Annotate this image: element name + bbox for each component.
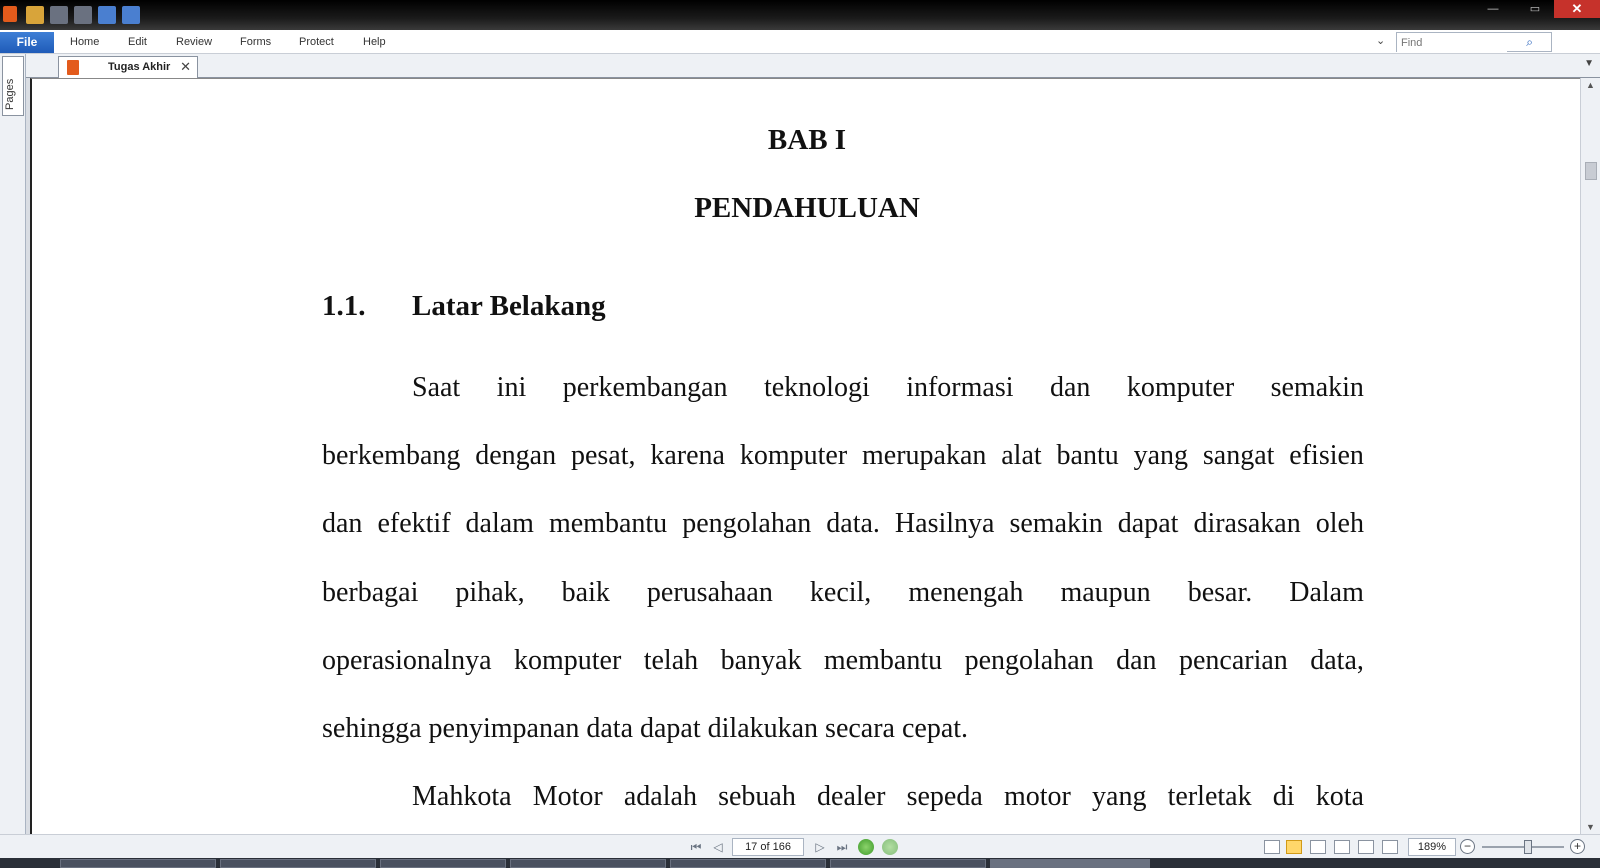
continuous-view-icon[interactable] xyxy=(1286,840,1302,854)
next-page-icon[interactable]: ▷ xyxy=(815,840,825,854)
section-title: Latar Belakang xyxy=(412,290,606,322)
zoom-slider-handle[interactable] xyxy=(1524,840,1532,854)
zoom-slider-track[interactable] xyxy=(1482,846,1564,848)
taskbar-item[interactable] xyxy=(220,859,376,868)
previous-page-icon[interactable]: ◁ xyxy=(713,840,723,854)
redo-icon[interactable] xyxy=(122,6,140,24)
document-tab-strip xyxy=(26,54,1600,78)
taskbar-item[interactable] xyxy=(830,859,986,868)
first-page-icon[interactable]: ⏮ xyxy=(690,840,702,854)
pdf-file-icon xyxy=(67,60,79,75)
paragraph-line: berkembang dengan pesat, karena komputer merupakan alat bantu yang sangat efisien xyxy=(322,440,1364,471)
paragraph-line: dan efektif dalam membantu pengolahan data. Hasilnya semakin dapat dirasakan oleh xyxy=(322,508,1364,539)
zoom-out-icon[interactable]: − xyxy=(1460,839,1475,854)
paragraph-line: Saat ini perkembangan teknologi informasi dan komputer semakin xyxy=(412,372,1364,403)
maximize-button[interactable]: ▭ xyxy=(1529,3,1541,15)
previous-view-icon[interactable] xyxy=(858,839,874,855)
ribbon-collapse-icon[interactable]: ⌄ xyxy=(1376,35,1386,47)
find-field[interactable] xyxy=(1396,32,1552,52)
status-bar xyxy=(0,834,1600,858)
fit-page-icon[interactable] xyxy=(1358,840,1374,854)
section-number: 1.1. xyxy=(322,290,366,322)
tab-list-dropdown-icon[interactable]: ▼ xyxy=(1584,58,1594,69)
menu-forms[interactable]: Forms xyxy=(240,36,272,48)
paragraph-line: operasionalnya komputer telah banyak membantu pengolahan dan pencarian data, xyxy=(322,645,1364,676)
taskbar-item[interactable] xyxy=(510,859,666,868)
save-icon[interactable] xyxy=(50,6,68,24)
menu-home[interactable]: Home xyxy=(70,36,100,48)
pages-label: Pages xyxy=(4,78,16,110)
menu-help[interactable]: Help xyxy=(363,36,386,48)
minimize-button[interactable]: — xyxy=(1487,3,1499,15)
tab-close-icon[interactable]: ✕ xyxy=(180,59,191,74)
fit-width-icon[interactable] xyxy=(1382,840,1398,854)
next-view-icon[interactable] xyxy=(882,839,898,855)
menu-file[interactable]: File xyxy=(0,32,54,53)
vertical-scrollbar[interactable] xyxy=(1580,78,1600,834)
paragraph-line: Mahkota Motor adalah sebuah dealer sepeda motor yang terletak di kota xyxy=(412,781,1364,812)
chapter-heading: BAB I xyxy=(767,124,847,156)
search-icon[interactable]: ⌕ xyxy=(1526,35,1533,49)
taskbar-item-active[interactable] xyxy=(990,859,1150,868)
scroll-thumb[interactable] xyxy=(1585,162,1597,180)
scroll-up-icon[interactable]: ▲ xyxy=(1586,80,1595,90)
open-folder-icon[interactable] xyxy=(26,6,44,24)
chapter-title: PENDAHULUAN xyxy=(694,192,920,224)
cover-facing-view-icon[interactable] xyxy=(1334,840,1350,854)
menu-bar xyxy=(0,30,1600,54)
paragraph-line: berbagai pihak, baik perusahaan kecil, menengah maupun besar. Dalam xyxy=(322,577,1364,608)
taskbar-item[interactable] xyxy=(670,859,826,868)
single-page-view-icon[interactable] xyxy=(1264,840,1280,854)
document-page xyxy=(32,79,1580,834)
page-indicator[interactable]: 17 of 166 xyxy=(732,838,804,856)
os-taskbar xyxy=(0,858,1600,868)
document-view[interactable] xyxy=(30,78,1580,834)
side-panel xyxy=(0,54,26,844)
close-button[interactable]: ✕ xyxy=(1554,0,1600,18)
facing-view-icon[interactable] xyxy=(1310,840,1326,854)
tab-label: Tugas Akhir xyxy=(108,61,171,73)
find-input[interactable] xyxy=(1397,34,1507,52)
app-icon[interactable] xyxy=(3,6,17,22)
taskbar-item[interactable] xyxy=(380,859,506,868)
quick-access-toolbar xyxy=(26,5,146,25)
menu-review[interactable]: Review xyxy=(176,36,213,48)
last-page-icon[interactable]: ⏭ xyxy=(836,840,848,854)
undo-icon[interactable] xyxy=(98,6,116,24)
zoom-in-icon[interactable]: + xyxy=(1570,839,1585,854)
title-bar xyxy=(0,0,1600,30)
menu-edit[interactable]: Edit xyxy=(128,36,147,48)
print-icon[interactable] xyxy=(74,6,92,24)
menu-protect[interactable]: Protect xyxy=(299,36,334,48)
scroll-down-icon[interactable]: ▼ xyxy=(1586,822,1595,832)
tab-tugas-akhir[interactable] xyxy=(58,56,198,78)
zoom-level[interactable]: 189% xyxy=(1408,838,1456,856)
paragraph-line: sehingga penyimpanan data dapat dilakukan secara cepat. xyxy=(322,713,969,744)
taskbar-item[interactable] xyxy=(60,859,216,868)
